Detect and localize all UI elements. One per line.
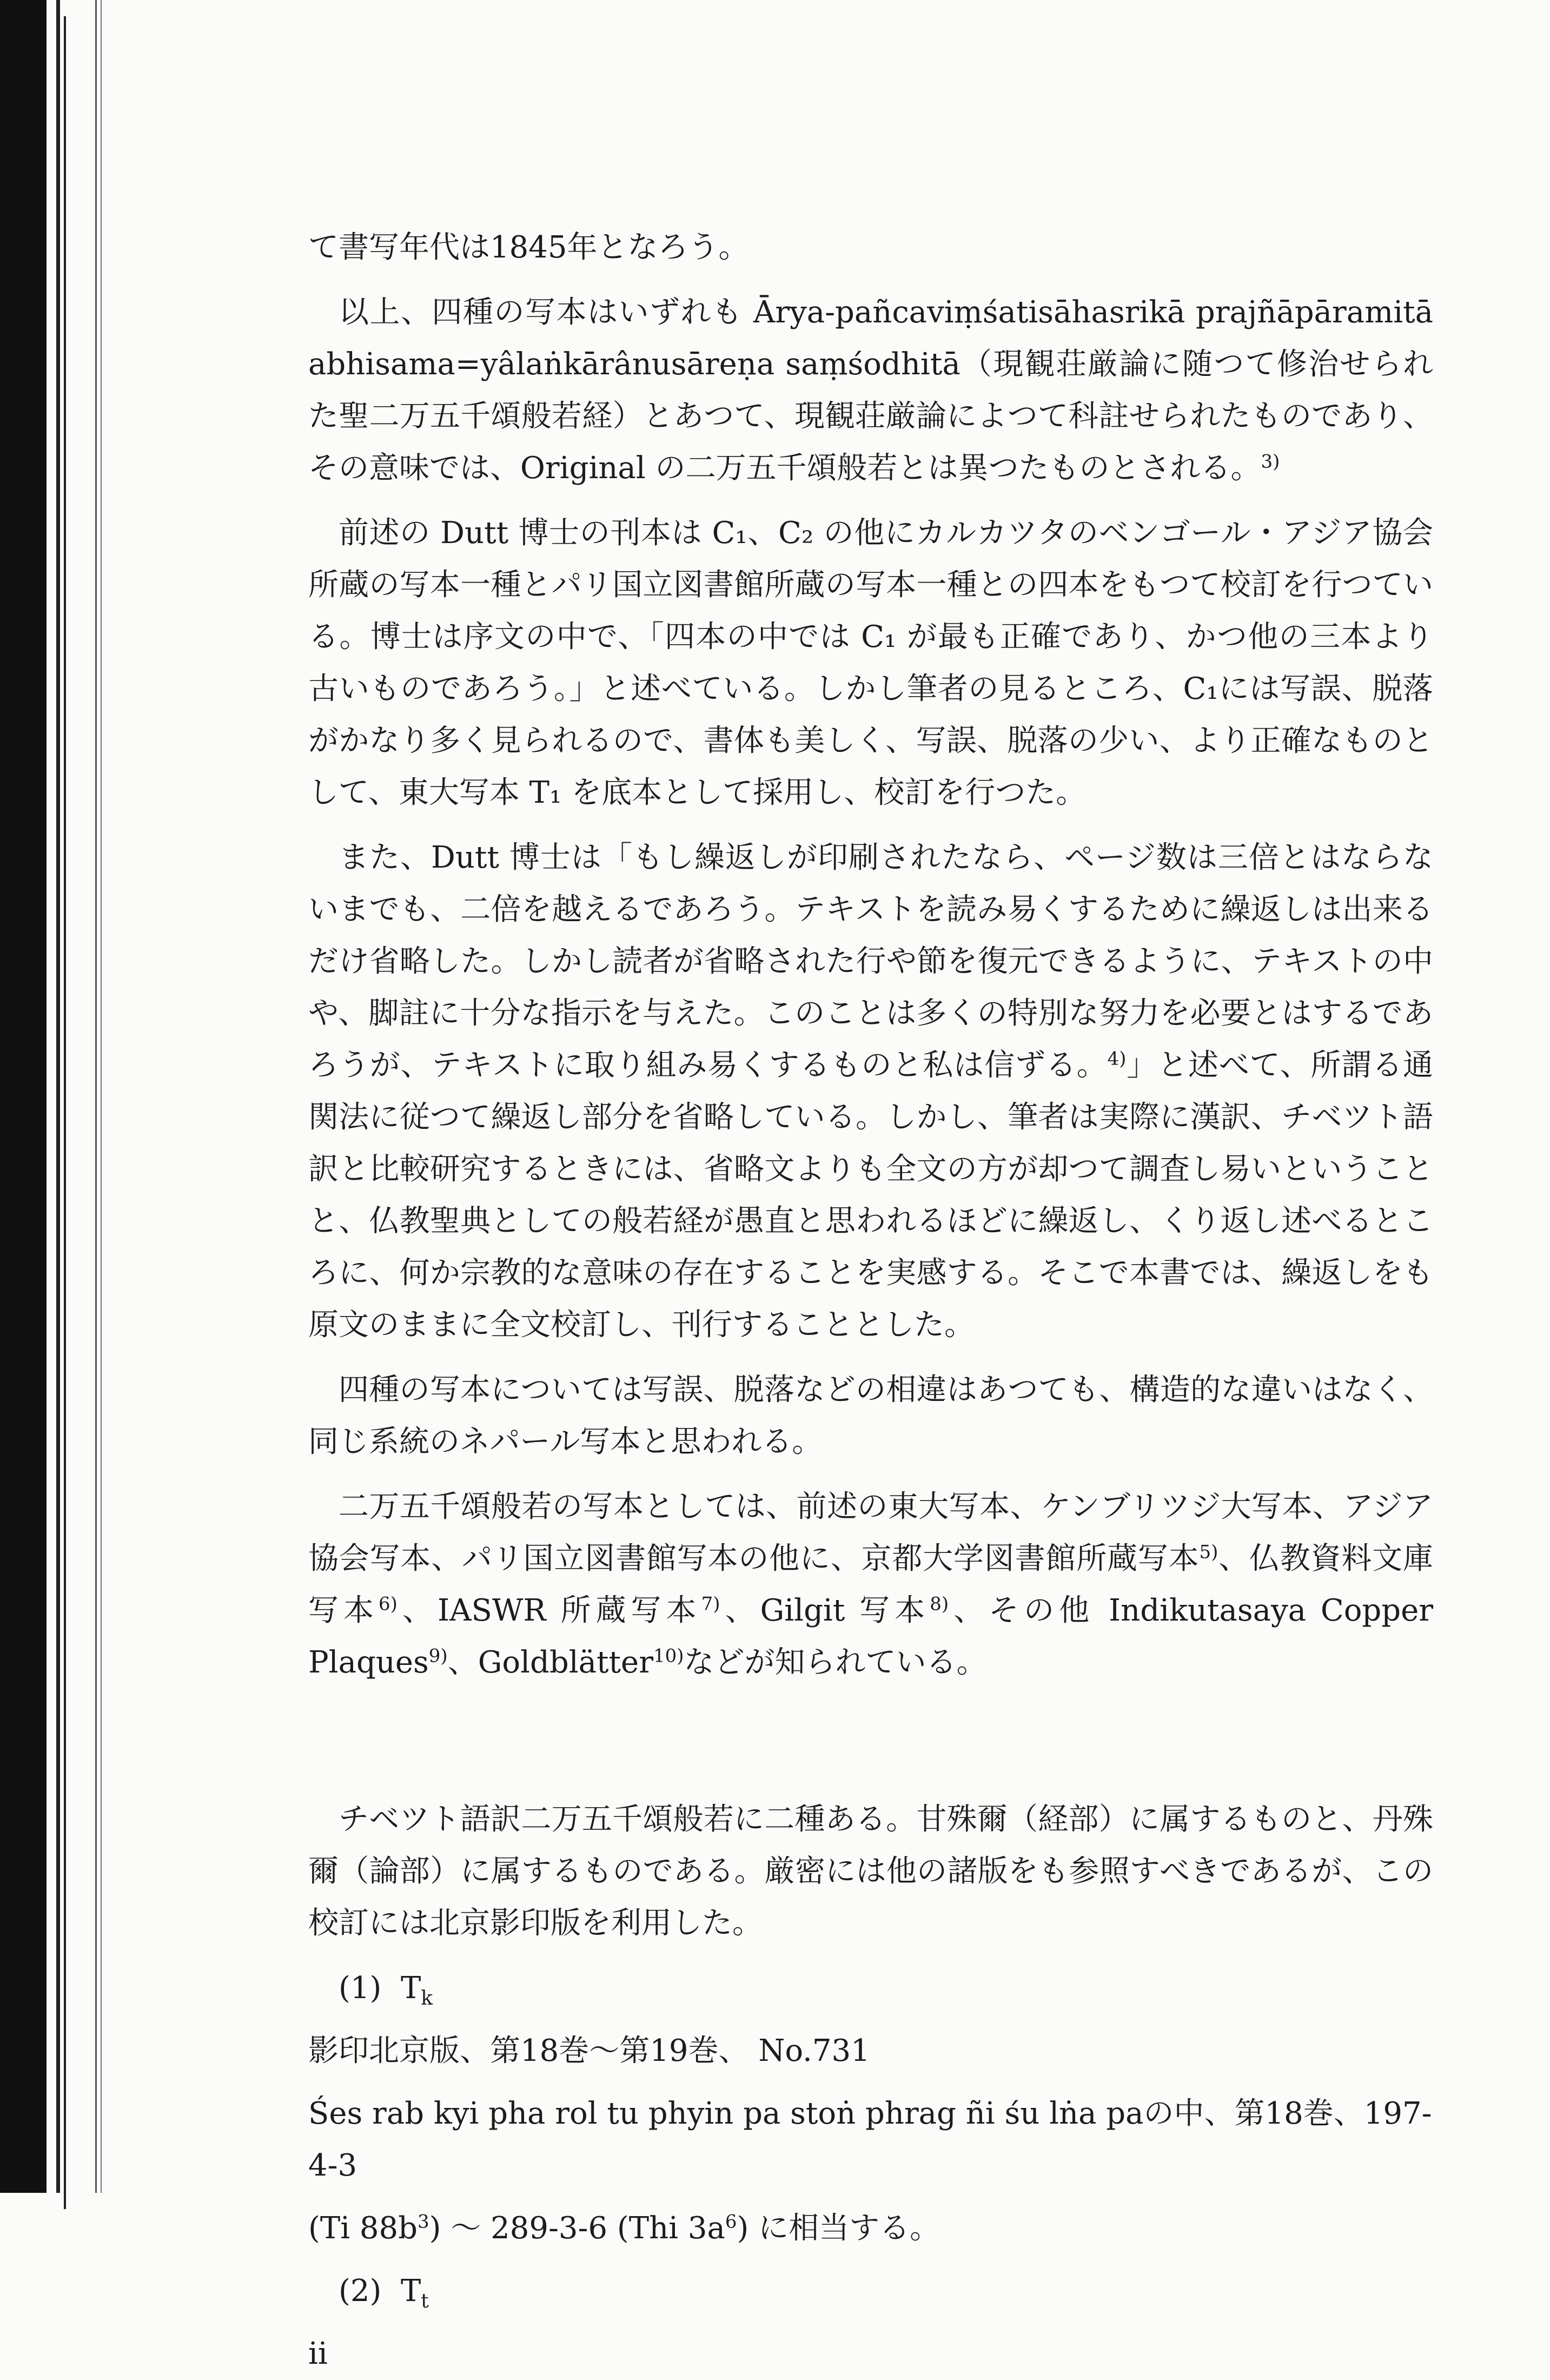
paragraph-text: 、仏教資料文庫写本 [308,1541,1434,1628]
paragraph-text: チベツト語訳二万五千頌般若に二種ある。甘殊爾（経部）に属するものと、丹殊爾（論部）に属するものである。厳密には他の諸版をも参照すべきであるが、この校訂には北京影印版を利用した。 [308,1802,1433,1941]
paragraph-tibetan-translation [308,1794,1433,1949]
paragraph-text: 二万五千頌般若の写本としては、前述の東大写本、ケンブリツジ大写本、アジア協会写本、パリ国立図書館写本の他に、京都大学図書館所蔵写本 [308,1489,1433,1576]
footnote-ref: 10) [653,1645,684,1667]
page-number: ii [308,2336,328,2371]
paragraph-text: 」と述べて、所謂る通関法に従つて繰返し部分を省略している。しかし、筆者は実際に漢訳、チベツト語訳と比較研究するときには、省略文よりも全文の方が却つて調査し易いということと、仏教聖典としての般若経が愚直と思われるほどに繰返し、くり返し述べるところに、何か宗教的な意味の存在することを実感する。そこで本書では、繰返しをも原文のままに全文校訂し、刊行することとした。 [308,1048,1433,1343]
scan-binding-line [101,0,102,2193]
footnote-ref: 3) [1261,451,1280,473]
footnote-ref: 5) [1199,1541,1218,1563]
item-subscript: t [421,2290,429,2313]
section-gap [308,1702,1433,1794]
item-subscript: k [421,1987,433,2010]
paragraph-text: 、Goldblätter [447,1645,653,1680]
document-page [308,222,1433,2380]
item-number: (2) [339,2273,382,2309]
item-number: (1) [339,1971,382,2006]
footnote-ref: 4) [1107,1048,1127,1070]
paragraph-other-manuscripts [308,1481,1433,1689]
paragraph-text: て書写年代は1845年となろう。 [308,230,749,265]
footnote-ref: 6) [379,1593,398,1615]
footnote-ref: 8) [930,1593,949,1615]
item-symbol: T [400,1971,421,2006]
scan-binding-line [56,0,60,2193]
reference-text: ) 〜 289-3-6 (Thi 3a [429,2211,725,2246]
paragraph-text: 、IASWR 所蔵写本 [397,1593,701,1628]
footnote-ref: 7) [701,1593,720,1615]
paragraph-four-manuscripts [308,287,1433,494]
paragraph-text: 前述の Dutt 博士の刊本は C₁、C₂ の他にカルカツタのベンゴール・アジア協会所蔵の写本一種とパリ国立図書館所蔵の写本一種との四本をもつて校訂を行つている。博士は序文の中で、「四本の中では C₁ が最も正確であり、かつ他の三本より古いものであろう。」と述べている。しかし筆者の見るところ、C₁には写誤、脱落がかなり多く見られるので、書体も美しく、写誤、脱落の少い、より正確なものとして、東大写本 T₁ を底本として採用し、校訂を行つた。 [308,515,1433,810]
paragraph-repetition [308,832,1433,1351]
item-symbol: T [400,2273,421,2309]
scan-binding-line [95,0,97,2193]
reference-text: (Ti 88b [308,2211,418,2246]
paragraph-text: また、Dutt 博士は「もし繰返しが印刷されたなら、ページ数は三倍とはならないまでも、二倍を越えるであろう。テキストを読み易くするために繰返しは出来るだけ省略した。しかし読者が省略された行や節を復元できるように、テキストの中や、脚註に十分な指示を与えた。このことは多くの特別な努力を必要とはするであろうが、テキストに取り組み易くするものと私は信ずる。 [308,840,1433,1083]
footnote-ref: 9) [428,1645,448,1667]
paragraph-copy-date [308,222,1433,274]
reference-superscript: 6 [725,2211,737,2233]
paragraph-nepal-manuscripts [308,1364,1433,1468]
reference-superscript: 3 [418,2211,429,2233]
list-item-label-tk [339,1962,1433,2014]
paragraph-text: 、その他 Indikutasaya Copper Plaques [308,1593,1434,1680]
list-item-label-tt [339,2265,1433,2317]
item-detail-text: 影印北京版、第18巻〜第19巻、 No.731 [308,2033,870,2068]
item-detail-line [308,2088,1433,2192]
paragraph-text: 、Gilgit 写本 [720,1593,930,1628]
paragraph-dutt-edition [308,507,1433,819]
paragraph-text: などが知られている。 [684,1645,987,1680]
item-detail-line [308,2025,1433,2077]
paragraph-text: 四種の写本については写誤、脱落などの相違はあつても、構造的な違いはなく、同じ系統のネパール写本と思われる。 [308,1372,1433,1459]
item-detail-text: Śes rab kyi pha rol tu phyin pa stoṅ phrag ñi śu lṅa paの中、第18巻、197-4-3 [308,2096,1432,2183]
paragraph-text: 以上、四種の写本はいずれも Ārya-pañcaviṃśatisāhasrikā prajñāpāramitā abhisama=yâlaṅkārânusāreṇa saṃśodhitā（現観荘厳論に随つて修治せられた聖二万五千頌般若経）とあつて、現観荘厳論によつて科註せられたものであり、その意味では、Original の二万五千頌般若とは異つたものとされる。 [308,295,1433,486]
scan-binding-edge [0,0,47,2193]
reference-text: ) に相当する。 [737,2211,940,2246]
item-reference-line [308,2203,1433,2255]
scan-binding-line [64,16,66,2209]
